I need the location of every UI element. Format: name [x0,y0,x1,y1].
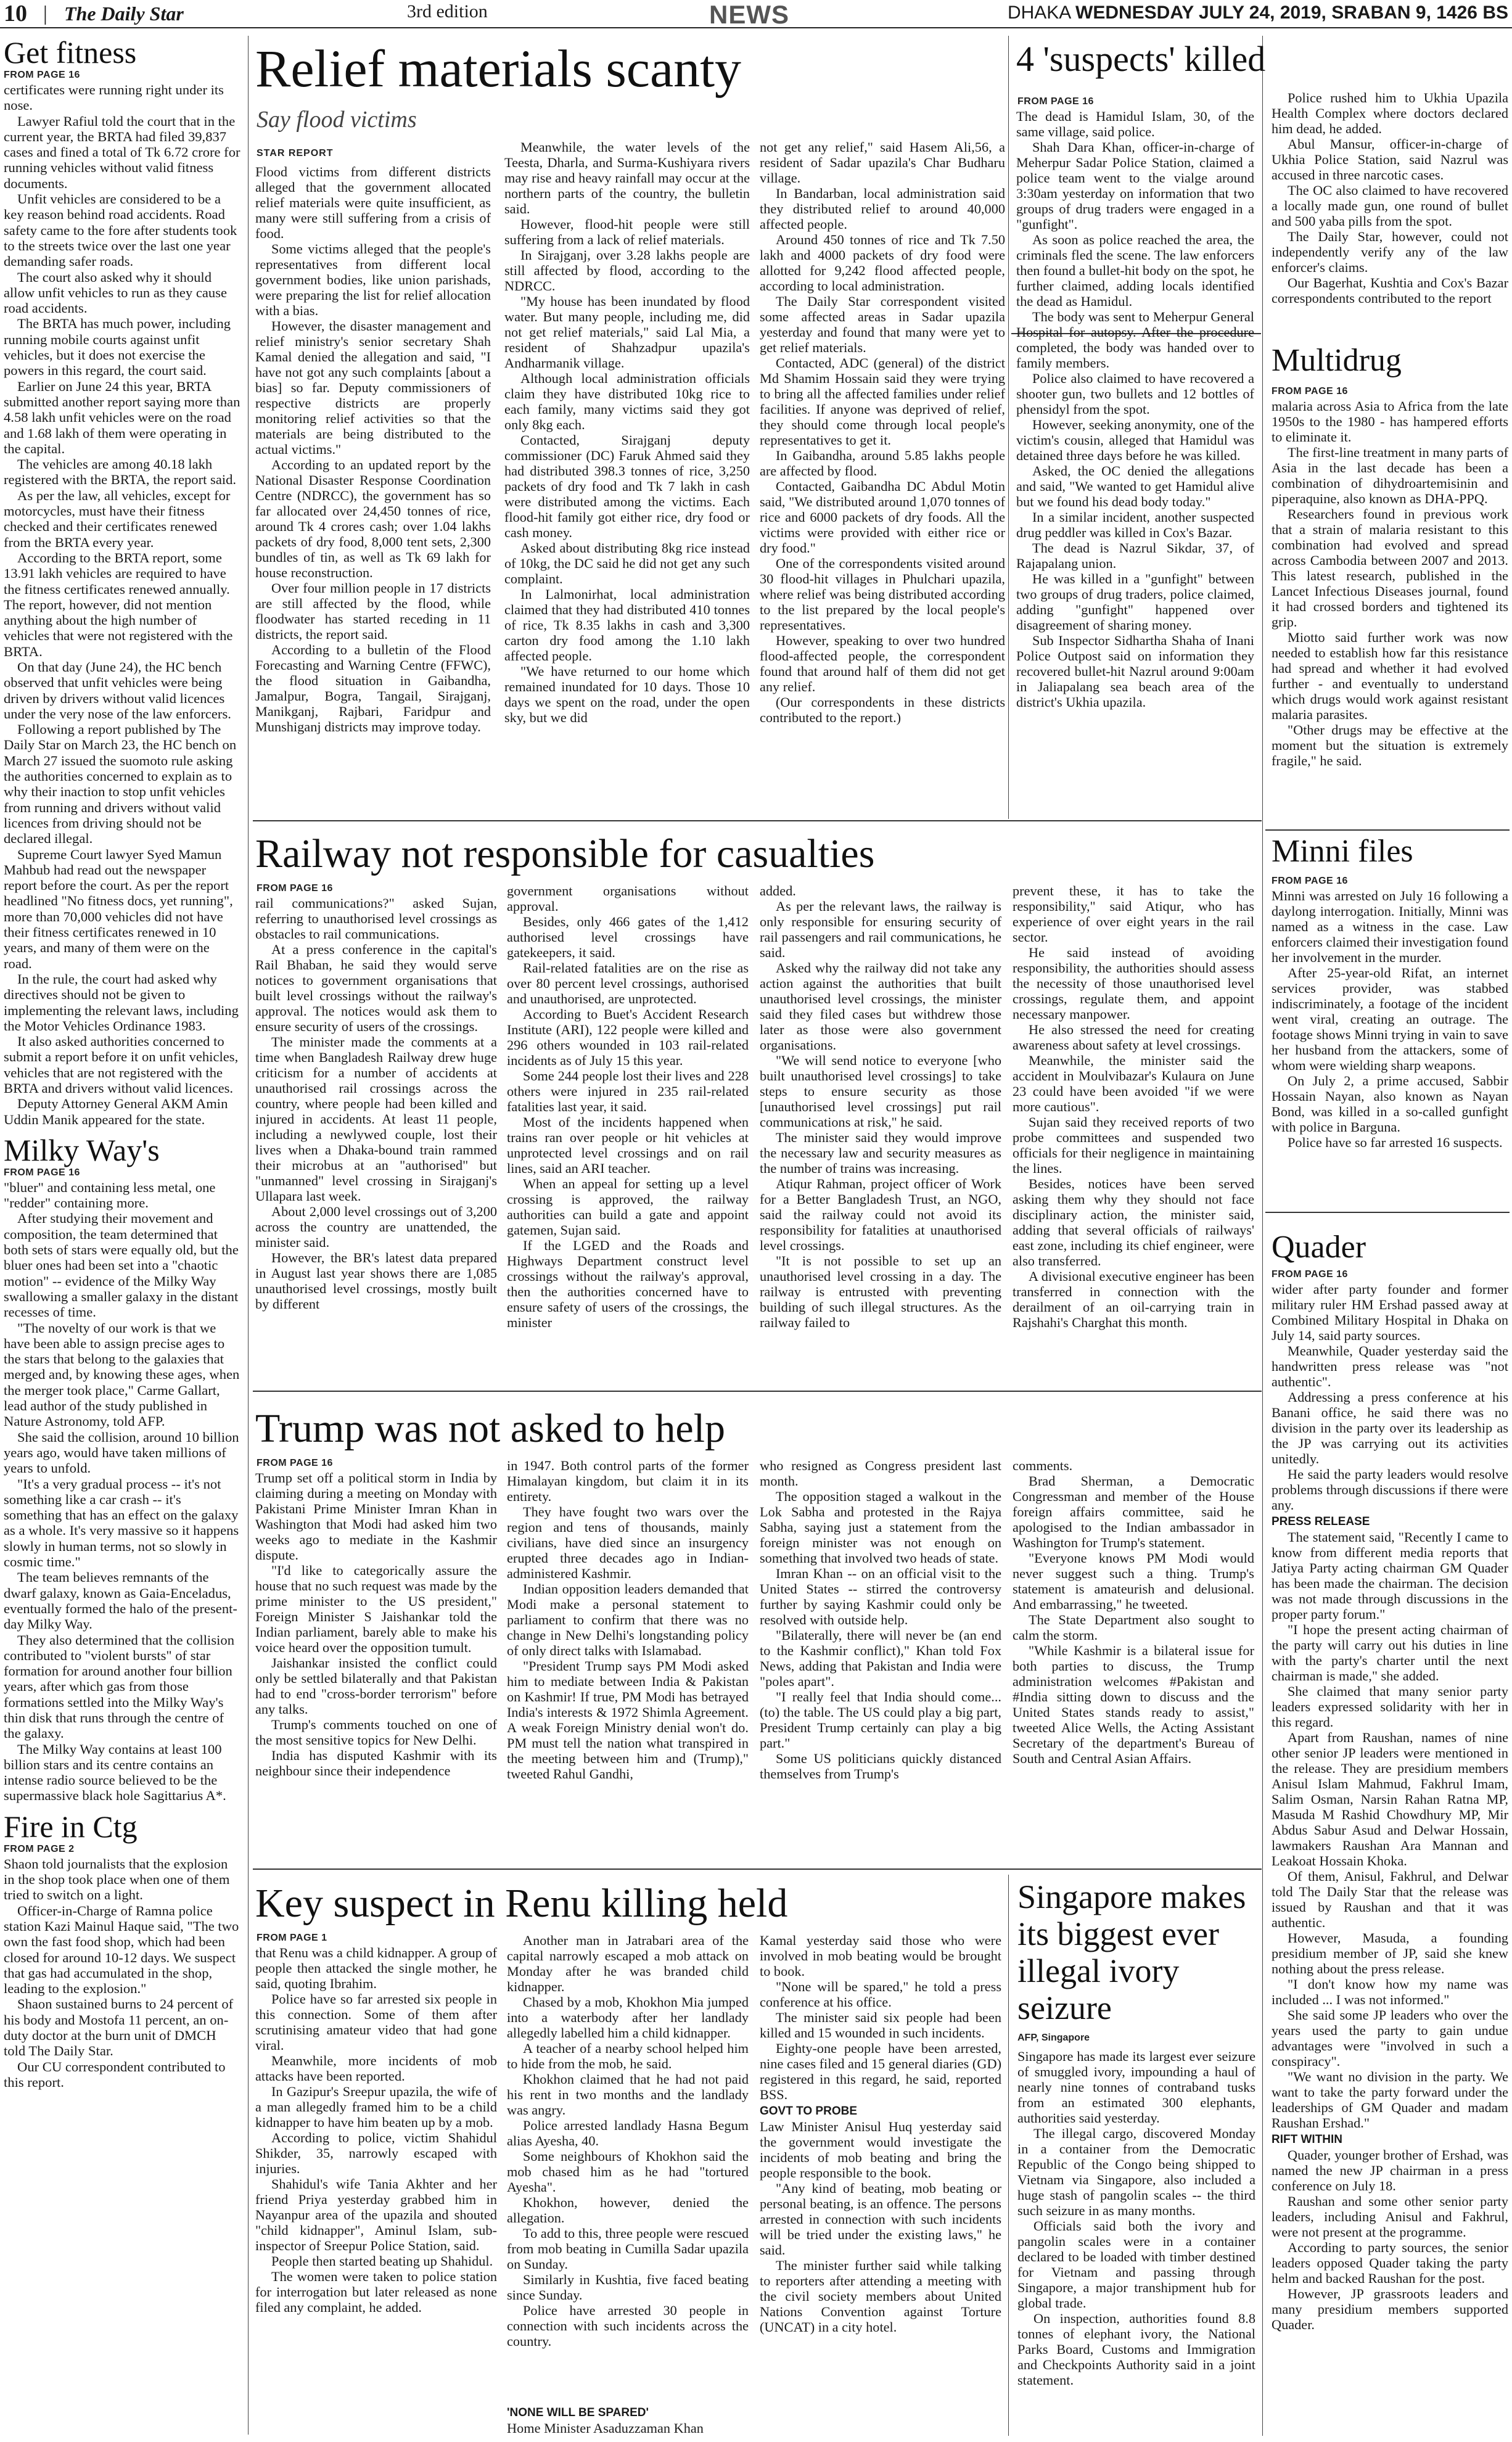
paragraph: The body was sent to Meherpur General Hospital for autopsy. After the procedure completed, the body was handed over to family members. [1016,309,1254,371]
paragraph: About 2,000 level crossings out of 3,200 across the country are unattended, the minister said. [255,1204,497,1250]
paragraph: "I hope the present acting chairman of the party will carry out his duties in line with the party's charter until the next chairman is made," she added. [1272,1622,1508,1684]
column-rule [248,36,249,2435]
paragraph: According to an updated report by the National Disaster Response Coordination Centre (NDRCC), the government has so far allocated over 24,450 tonnes of rice, around Tk 4 crores cash; over 1.04 lakhs packets of dry food, 8,000 tent sets, 2,300 bundles of tin, as well as Tk 69 lakh for house reconstruction. [255,457,491,580]
quader-paras-3 [1272,2147,1508,2332]
paragraph: Chased by a mob, Khokhon Mia jumped into a waterbody after her landlady allegedly labelled him a child kidnapper. [507,1994,749,2041]
paragraph: The Daily Star, however, could not independently verify any of the law enforcer's claims. [1272,229,1508,275]
masthead-logo: The Daily Star [64,2,184,25]
renu-col-3 [760,1933,1001,2436]
singapore-headline: Singapore makes its biggest ever illegal ivory seizure [1017,1878,1246,2026]
paragraph: Most of the incidents happened when trains ran over people or hit vehicles at unprotected level crossings and on rail lines, said an ARI teacher. [507,1114,749,1176]
paragraph: government organisations without approval. [507,883,749,914]
multidrug-body [1272,398,1508,824]
minni-body [1272,888,1508,1209]
paragraph: Imran Khan -- on an official visit to the United States -- stirred the controversy further by saying Kashmir could only be resolved with outside help. [760,1566,1001,1627]
suspects-headline: 4 'suspects' killed [1016,39,1266,79]
section-divider [253,1391,1262,1392]
paragraph: When an appeal for setting up a level crossing is approved, the railway authorities can build a gate and appoint gatemen, Sujan said. [507,1176,749,1238]
paragraph: Miotto said further work was now needed to establish how far this resistance had spread and whether it had evolved further - and eventually to understand which drugs would work against resistant malaria parasites. [1272,630,1508,722]
paragraph: "We will send notice to everyone [who built unauthorised level crossings] to take steps to ensure security as those [unauthorised level crossings] put rail communications at risk," he said. [760,1053,1001,1130]
paragraph: Sub Inspector Sidhartha Shaha of Inani Police Outpost said on information they recovered bullet-hit Nazrul around 9:00am in Jaliapalang sea beach area of the district's Ukhia upazila. [1016,633,1254,710]
section-divider [253,1868,1262,1870]
left-column [4,36,240,2435]
paragraph: Deputy Attorney General AKM Amin Uddin Manik appeared for the state. [4,1096,228,1127]
paragraph: prevent these, it has to take the responsibility," said Atiqur, who has experience of over eight years in the rail sector. [1013,883,1254,945]
paragraph: The minister made the comments at a time when Bangladesh Railway drew huge criticism for a number of accidents at unauthorised rail crossings across the country, where people had been killed and injured in accidents. At least 11 people, including a newlywed couple, lost their lives when a Dhaka-bound train rammed their microbus at an "authorised" but "unmanned" level crossing in Sirajganj's Ullapara last week. [255,1034,497,1204]
paragraph: Shahidul's wife Tania Akhter and her friend Priya yesterday grabbed him in Nayanpur area of the upazila and shouted "child kidnapper", Aminul Islam, sub-inspector of Sreepur Police Station, said. [255,2176,497,2253]
relief-byline: STAR REPORT [257,148,334,158]
paragraph: rail communications?" asked Sujan, referring to unauthorised level crossings as obstacles to rail communications. [255,895,497,942]
paragraph: who resigned as Congress president last month. [760,1458,1001,1489]
paragraph: Of them, Anisul, Fakhrul, and Delwar told The Daily Star that the release was issued by Raushan and that it was authentic. [1272,1868,1508,1930]
paragraph: Our CU correspondent contributed to this report. [4,2058,226,2090]
relief-headline: Relief materials scanty [255,39,742,98]
paragraph: Police also claimed to have recovered a shooter gun, two bullets and 12 bottles of phensidyl from the spot. [1016,371,1254,417]
paragraph: Khokhon claimed that he had not paid his rent in two months and the landlady was angry. [507,2071,749,2118]
paragraph: Asked, the OC denied the allegations and said, "We wanted to get Hamidul alive but we found his dead body today." [1016,463,1254,509]
railway-headline: Railway not responsible for casualties [255,831,875,876]
paragraph: Minni was arrested on July 16 following a daylong interrogation. Initially, Minni was named as a witness in the case. Law enforcers claimed their investigation found her involvement in the murder. [1272,888,1508,965]
paragraph: A divisional executive engineer has been transferred in connection with the derailment of an oil-carrying train in Rajshahi's Charghat this month. [1013,1268,1254,1330]
paragraph: Eighty-one people have been arrested, nine cases filed and 15 general diaries (GD) registered in this regard, he said, reported BSS. [760,2041,1001,2102]
section-divider [1265,1212,1510,1213]
paragraph: Researchers found in previous work that a strain of malaria resistant to this combination had evolved and spread across Cambodia between 2007 and 2013. This latest research, published in the Lancet Infectious Diseases journal, found it had crossed borders and tightened its grip. [1272,506,1508,630]
paragraph: He said the party leaders would resolve problems through discussions if there were any. [1272,1466,1508,1513]
paragraph: Trump's comments touched on one of the most sensitive topics for New Delhi. [255,1717,497,1748]
paragraph: In Sirajganj, over 3.28 lakhs people are still affected by flood, according to the NDRCC. [504,247,750,294]
paragraph: Law Minister Anisul Huq yesterday said the government would investigate the incidents of mob beating and bring the people responsible to the book. [760,2119,1001,2181]
paragraph: On July 2, a prime accused, Sabbir Hossain Nayan, also known as Nayan Bond, was killed in a so-called gunfight with police in Barguna. [1272,1073,1508,1135]
paragraph: Around 450 tonnes of rice and Tk 7.50 lakh and 4000 packets of dry food were allotted for 9,242 flood affected people, according to local administration. [760,232,1005,294]
paragraph: "Everyone knows PM Modi would never suggest such a thing. Trump's statement is amateurish and delusional. And embarrassing," he tweeted. [1013,1550,1254,1612]
paragraph: "We have returned to our home which remained inundated for 10 days. Those 10 days we spent on the road, under the open sky, but we did [504,664,750,725]
railway-col-1 [255,895,497,1386]
trump-jump: FROM PAGE 16 [257,1458,333,1468]
paragraph: On that day (June 24), the HC bench observed that unfit vehicles were being driven by drivers without valid licences under the very nose of the law enforcers. [4,659,231,722]
paragraph: The OC also claimed to have recovered a locally made gun, one round of bullet and 500 yaba pills from the spot. [1272,183,1508,229]
trump-col-2 [507,1458,749,1865]
paragraph: He said instead of avoiding responsibility, the authorities should assess the necessity of those unauthorised level crossings, regulate them, and appoint necessary manpower. [1013,945,1254,1022]
paragraph: Some 244 people lost their lives and 228 others were injured in 235 rail-related fatalities last year, it said. [507,1068,749,1114]
date-main: WEDNESDAY JULY 24, 2019, SRABAN 9, 1426 BS [1075,2,1508,23]
paragraph: The team believes remnants of the dwarf galaxy, known as Gaia-Enceladus, eventually formed the halo of the present-day Milky Way. [4,1569,237,1632]
paragraph: Police have so far arrested six people in this connection. Some of them after scrutinising amateur video that had gone viral. [255,1991,497,2053]
paragraph: According to the BRTA report, some 13.91 lakh vehicles are required to have the fitness certificates renewed annually. The report, however, did not mention anything about the high number of vehicles that were not registered with the BRTA. [4,549,233,659]
suspects-jump: FROM PAGE 16 [1017,96,1094,107]
paragraph: certificates were running right under its nose. [4,82,224,113]
paragraph: In Bandarban, local administration said they distributed relief to around 40,000 affected people. [760,186,1005,232]
get-fitness-body [4,82,240,1127]
paragraph: Atiqur Rahman, project officer of Work for a Better Bangladesh Trust, an NGO, said the railway could not avoid its responsibility for fatalities at unauthorised level crossings. [760,1176,1001,1253]
paragraph: Some victims alleged that the people's representatives from different local government bodies, like union parishads, were preparing the list for relief allocation with a bias. [255,241,491,318]
paragraph: However, seeking anonymity, one of the victim's cousin, alleged that Hamidul was detained three days before he was killed. [1016,417,1254,463]
paragraph: Unfit vehicles are considered to be a key reason behind road accidents. Road safety came to the fore after students took to the streets twice over the last one year demanding safer roads. [4,191,237,269]
paragraph: "None will be spared," he told a press conference at his office. [760,1979,1001,2010]
paragraph: Abul Mansur, officer-in-charge of Ukhia Police Station, said Nazrul was accused in three narcotic cases. [1272,136,1508,183]
milky-way-headline: Milky Way's [4,1132,160,1167]
paragraph: "While Kashmir is a bilateral issue for both parties to discuss, the Trump administration welcomes #Pakistan and #India sitting down to discuss and the United States stands ready to assist," tweeted Alice Wells, the Acting Assistant Secretary of the department's Bureau of South and Central Asian Affairs. [1013,1643,1254,1766]
paragraph: "It's a very gradual process -- it's not something like a car crash -- it's something that has an effect on the galaxy as a whole. It's very massive so it happens slowly in human terms, not so slowly in cosmic time." [4,1476,239,1570]
paragraph: She said some JP leaders who over the years used the party to gain undue advantages were "involved in such a conspiracy". [1272,2007,1508,2069]
paragraph: Some US politicians quickly distanced themselves from Trump's [760,1751,1001,1782]
paragraph: Kamal yesterday said those who were involved in mob beating would be brought to book. [760,1933,1001,1979]
paragraph: The illegal cargo, discovered Monday in a container from the Democratic Republic of the Congo being shipped to Vietnam via Singapore, also included a huge stash of pangolin scales -- the third such seizure in as many months. [1017,2126,1255,2218]
paragraph: The court also asked why it should allow unfit vehicles to run as they cause road accidents. [4,269,228,316]
paragraph: Police rushed him to Ukhia Upazila Health Complex where doctors declared him dead, he added. [1272,90,1508,136]
get-fitness-headline: Get fitness [4,36,137,70]
renu-col-2 [507,1933,749,2436]
paragraph: A teacher of a nearby school helped him to hide from the mob, he said. [507,2041,749,2071]
paragraph: Contacted, Gaibandha DC Abdul Motin said, "We distributed around 1,070 tonnes of rice and 6000 packets of dry foods. All the victims were provided with either rice or dry food." [760,479,1005,556]
paragraph: Officials said both the ivory and pangolin scales were in a container declared to be loaded with timber destined for Vietnam and passing through Singapore, a major transhipment hub for global trade. [1017,2218,1255,2311]
paragraph: "It is not possible to set up an unauthorised level crossing in a day. The railway is entrusted with preventing building of such illegal structures. As the railway failed to [760,1253,1001,1330]
paragraph: One of the correspondents visited around 30 flood-hit villages in Phulchari upazila, where relief was being distributed according to the list prepared by the local people's representatives. [760,556,1005,633]
paragraph: As per the law, all vehicles, except for motorcycles, must have their fitness checked and their certificates renewed from the BRTA every year. [4,487,231,550]
paragraph: Flood victims from different districts alleged that the government allocated relief materials were quite insufficient, as many were still suffering from a crisis of food. [255,164,491,241]
page-number: 10 [4,1,27,27]
multidrug-jump: FROM PAGE 16 [1272,386,1348,397]
paragraph: Meanwhile, Quader yesterday said the handwritten press release was "not authentic". [1272,1343,1508,1389]
paragraph: After studying their movement and composition, the team determined that both sets of stars were equally old, but the bluer ones had been set into a "chaotic motion" -- evidence of the Milky Way swallowing a smaller galaxy in the distant recesses of time. [4,1211,239,1320]
quader-subhead-rift: RIFT WITHIN [1272,2133,1343,2146]
paragraph: He was killed in a "gunfight" between two groups of drug traders, police claimed, adding "gunfight" happened over disagreement of sharing money. [1016,571,1254,633]
quader-subhead-press-release: PRESS RELEASE [1272,1515,1370,1528]
paragraph: Brad Sherman, a Democratic Congressman and member of the House foreign affairs committee, said he apologised to the Indian ambassador in Washington for Trump's statement. [1013,1473,1254,1550]
railway-col-4 [1013,883,1254,1386]
railway-jump: FROM PAGE 16 [257,883,333,894]
date-prefix: DHAKA [1007,2,1075,23]
fire-ctg-body [4,1856,240,2090]
paragraph: The vehicles are among 40.18 lakh registered with the BRTA, the report said. [4,456,237,488]
suspects-col-2 [1272,90,1508,331]
paragraph: The Daily Star correspondent visited some affected areas in Sadar upazila yesterday and found that many were yet to get relief materials. [760,294,1005,355]
paragraph: In the rule, the court had asked why directives should not be given to implementing the relevant laws, including the Motor Vehicles Ordinance 1983. [4,971,239,1034]
paragraph: Meanwhile, more incidents of mob attacks have been reported. [255,2053,497,2084]
paragraph: "I really feel that India should come... (to) the table. The US could play a big part, President Trump certainly can play a big part." [760,1689,1001,1751]
quader-headline: Quader [1272,1230,1366,1265]
paragraph: Besides, notices have been served asking them why they should not face disciplinary action, the minister said, adding that several officials of railways' east zone, including its chief engineer, were also transferred. [1013,1176,1254,1268]
paragraph: In Gaibandha, around 5.85 lakhs people are affected by flood. [760,448,1005,479]
singapore-byline: AFP, Singapore [1017,2033,1090,2043]
paragraph: Trump set off a political storm in India by claiming during a meeting on Monday with Pakistani Prime Minister Imran Khan in Washington that Modi had asked him two weeks ago to mediate in the Kashmir dispute. [255,1470,497,1563]
minni-jump: FROM PAGE 16 [1272,876,1348,886]
renu-col-1 [255,1945,497,2436]
quader-body [1272,1281,1508,2436]
paragraph: Another man in Jatrabari area of the capital narrowly escaped a mob attack on Monday after he was branded child kidnapper. [507,1933,749,1994]
quader-jump: FROM PAGE 16 [1272,1269,1348,1280]
paragraph: If the LGED and the Roads and Highways Department construct level crossings without the railway's approval, then the authorities concerned have to ensure safety of users of the crossings, the minister [507,1238,749,1330]
paragraph: Jaishankar insisted the conflict could only be settled bilaterally and that Pakistan had to end "cross-border terrorism" before any talks. [255,1655,497,1717]
paragraph: The BRTA has much power, including running mobile courts against unfit vehicles, but it does not exercise the powers in this regard, the court said. [4,316,231,379]
renu-subhead-spared: 'NONE WILL BE SPARED' [507,2406,649,2419]
paragraph: On inspection, authorities found 8.8 tonnes of elephant ivory, the National Parks Board, Customs and Immigration and Checkpoints Authority said in a joint statement. [1017,2311,1255,2388]
paragraph: After 25-year-old Rifat, an internet services provider, was stabbed indiscriminately, a footage of the incident went viral, creating an outrage. The footage shows Minni trying in vain to save her husband from the attackers, some of whom were wielding sharp weapons. [1272,965,1508,1073]
relief-col-3 [760,139,1005,818]
trump-headline: Trump was not asked to help [255,1406,726,1451]
relief-deck: Say flood victims [257,107,417,133]
renu-subhead-probe: GOVT TO PROBE [760,2105,858,2118]
paragraph: "President Trump says PM Modi asked him to mediate between India & Pakistan on Kashmir! If true, PM Modi has betrayed India's interests & 1972 Shimla Agreement. A weak Foreign Ministry denial won't do. PM must tell the nation what transpired in the meeting between him and (Trump)," tweeted Rahul Gandhi, [507,1658,749,1782]
section-divider [253,820,1262,821]
paragraph: However, Masuda, a founding presidium member of JP, said she knew nothing about the press release. [1272,1930,1508,1976]
paragraph: added. [760,883,796,898]
paragraph: Indian opposition leaders demanded that Modi make a personal statement to parliament to confirm that there was no change in New Delhi's longstanding policy of only direct talks with Islamabad. [507,1581,749,1658]
paragraph: Rail-related fatalities are on the rise as over 80 percent level crossings, authorised and unauthorised, are unprotected. [507,960,749,1006]
paragraph: Similarly in Kushtia, five faced beating since Sunday. [507,2272,749,2303]
renu-col-3-paras-b [760,2119,1001,2335]
paragraph: The minister said six people had been killed and 15 wounded in such incidents. [760,2010,1001,2041]
paragraph: Some neighbours of Khokhon said the mob chased him as he had "tortured Ayesha". [507,2148,749,2195]
paragraph: In Gazipur's Sreepur upazila, the wife of a man allegedly framed him to be a child kidnapper to have him beaten up by a mob. [255,2084,497,2130]
paragraph: Besides, only 466 gates of the 1,412 authorised level crossings have gatekeepers, it said. [507,914,749,960]
paragraph: "My house has been inundated by flood water. But many people, including me, did not get relief materials," said Lal Mia, a resident of Shahzadpur upazila's Andharmanik village. [504,294,750,371]
paragraph: Shaon told journalists that the explosion in the shop took place when one of them tried to switch on a light. [4,1856,230,1903]
paragraph: As per the relevant laws, the railway is only responsible for ensuring security of rail passengers and rail communications, he said. [760,898,1001,960]
paragraph: In a similar incident, another suspected drug peddler was killed in Cox's Bazar. [1016,509,1254,540]
paragraph: Our Bagerhat, Kushtia and Cox's Bazar correspondents contributed to the report [1272,275,1508,306]
paragraph: According to police, victim Shahidul Shikder, 35, narrowly escaped with injuries. [255,2130,497,2176]
paragraph: "We want no division in the party. We want to take the party forward under the leaderships of GM Quader and madam Raushan Ershad." [1272,2069,1508,2131]
paragraph: Singapore has made its largest ever seizure of smuggled ivory, impounding a haul of nearly nine tonnes of contraband tusks from an estimated 300 elephants, authorities said yesterday. [1017,2049,1255,2126]
paragraph: As soon as police reached the area, the criminals fled the scene. The law enforcers then found a bullet-hit body on the spot, he further claimed, adding locals identified the dead as Hamidul. [1016,232,1254,309]
paragraph: Asked why the railway did not take any action against the authorities that built unauthorised level crossings, the minister said they filed cases but withdrew those later as those were also government organisations. [760,960,1001,1053]
paragraph: Quader, younger brother of Ershad, was named the new JP chairman in a press conference on July 18. [1272,2147,1508,2193]
column-rule [1262,36,1263,831]
paragraph: "I'd like to categorically assure the house that no such request was made by the prime minister to the US president," Foreign Minister S Jaishankar told the Indian parliament, barely able to make his voice heard over the opposition tumult. [255,1563,497,1655]
paragraph: In Lalmonirhat, local administration claimed that they had distributed 410 tonnes of rice, Tk 8.35 lakhs in cash and 3,300 carton dry food among the 1.10 lakh affected people. [504,586,750,664]
minni-headline: Minni files [1272,834,1413,869]
paragraph: malaria across Asia to Africa from the late 1950s to the 1980 - has hampered efforts to eliminate it. [1272,398,1508,445]
section-label: NEWS [709,0,789,29]
paragraph: Addressing a press conference at his Banani office, he said there was no division in the party over its leadership as the JP was carrying out its activities unitedly. [1272,1389,1508,1466]
header-separator: | [43,2,47,25]
paragraph: The opposition staged a walkout in the Lok Sabha and protested in the Rajya Sabha, saying just a statement from the foreign minister was not enough on something that involved two heads of state. [760,1489,1001,1566]
paragraph: Police arrested landlady Hasna Begum alias Ayesha, 40. [507,2118,749,2148]
fire-ctg-headline: Fire in Ctg [4,1809,138,1844]
paragraph: Police have arrested 30 people in connection with such incidents across the country. [507,2303,749,2349]
milky-way-body [4,1180,240,1804]
paragraph: She claimed that many senior party leaders expressed solidarity with her in this regard. [1272,1684,1508,1730]
singapore-body [1017,2049,1255,2436]
multidrug-headline: Multidrug [1272,343,1402,378]
paragraph: They have fought two wars over the region and tens of thousands, mainly civilians, have died since an insurgency erupted three decades ago in Indian-administered Kashmir. [507,1504,749,1581]
column-rule [1008,1875,1009,2436]
paragraph: According to party sources, the senior leaders opposed Quader taking the party helm and backed Raushan for the post. [1272,2240,1508,2286]
paragraph: Sujan said they received reports of two probe committees and suspended two officials for their negligence in maintaining the lines. [1013,1114,1254,1176]
paragraph: Over four million people in 17 districts are still affected by the flood, while floodwater has started receding in 11 districts, the report said. [255,580,491,642]
railway-col-2 [507,883,749,1386]
paragraph: (Our correspondents in these districts contributed to the report.) [760,694,1005,725]
paragraph: Shaon sustained burns to 24 percent of his body and Mostofa 11 percent, an on-duty doctor at the burn unit of DMCH told The Daily Star. [4,1996,234,2059]
paragraph: Contacted, ADC (general) of the district Md Shamim Hossain said they were trying to bring all the affected families under relief facilities. If anyone was deprived of relief, they should come through local people's representatives to get it. [760,355,1005,448]
paragraph: However, flood-hit people were still suffering from a lack of relief materials. [504,216,750,247]
paragraph: Although local administration officials claim they have distributed 10kg rice to each family, many victims said they got only 8kg each. [504,371,750,432]
relief-col-2 [504,139,750,818]
column-rule [1008,36,1009,819]
paragraph: "Other drugs may be effective at the moment but the situation is extremely fragile," he said. [1272,722,1508,768]
paragraph: Asked about distributing 8kg rice instead of 10kg, the DC said he did not get any such complaint. [504,540,750,586]
renu-col-3-paras [760,1933,1001,2102]
paragraph: Meanwhile, the water levels of the Teesta, Dharla, and Surma-Kushiyara rivers may rise and heavy rainfall may occur at the northern parts of the country, the bulletin said. [504,139,750,216]
paragraph: India has disputed Kashmir with its neighbour since their independence [255,1748,497,1778]
paragraph: that Renu was a child kidnapper. A group of people then attacked the single mother, he said, quoting Ibrahim. [255,1945,497,1991]
renu-subhead-lead: Home Minister Asaduzzaman Khan [507,2420,704,2436]
paragraph: The statement said, "Recently I came to know from different media reports that Jatiya Party acting chairman GM Quader has been made the chairman. The decision was not made through discussions in the proper party forum." [1272,1529,1508,1622]
paragraph: "bluer" and containing less metal, one "redder" containing more. [4,1179,216,1211]
paragraph: "Bilaterally, there will never be (an end to the Kashmir conflict)," Khan told Fox News, adding that Pakistan and India were "poles apart". [760,1627,1001,1689]
paragraph: "I don't know how my name was included ... I was not informed." [1272,1976,1508,2007]
column-rule [1262,826,1263,2436]
paragraph: The minister said they would improve the necessary law and security measures as the number of trains was increasing. [760,1130,1001,1176]
paragraph: in 1947. Both control parts of the former Himalayan kingdom, but claim it in its entirety. [507,1458,749,1504]
section-divider [1265,829,1510,831]
paragraph: According to a bulletin of the Flood Forecasting and Warning Centre (FFWC), the flood situation in Gaibandha, Jamalpur, Bogra, Tangail, Sirajganj, Manikganj, Rajbari, Faridpur and Munshiganj districts may improve today. [255,642,491,734]
paragraph: The dead is Nazrul Sikdar, 37, of Rajapalang union. [1016,540,1254,571]
page-header [0,0,1512,28]
paragraph: However, the disaster management and relief ministry's senior secretary Shah Kamal denied the allegation and said, "I have not got any such complaints [about a bias] so far. Deputy commissioners of respective districts are properly monitoring relief activities so that the materials are being distributed to the actual victims." [255,318,491,457]
paragraph: Khokhon, however, denied the allegation. [507,2195,749,2226]
paragraph: However, speaking to over two hundred flood-affected people, the correspondent found that around half of them did not get any relief. [760,633,1005,694]
paragraph: not get any relief," said Hasem Ali,56, a resident of Sadar upazila's Char Budharu village. [760,139,1005,186]
renu-jump: FROM PAGE 1 [257,1933,327,1943]
paragraph: The women were taken to police station for interrogation but later released as none filed any complaint, he added. [255,2269,497,2315]
railway-col-3 [760,883,1001,1386]
trump-col-1 [255,1470,497,1865]
paragraph: Following a report published by The Daily Star on March 23, the HC bench on March 27 issued the suomoto rule asking the authorities concerned to explain as to why their inaction to stop unfit vehicles from running and drivers without valid licences from driving should not be declared illegal. [4,722,237,847]
paragraph: Officer-in-Charge of Ramna police station Kazi Mainul Haque said, "The two own the fast food shop, which had been closed for around 10-12 days. We suspect that gas had accumulated in the shop, leading to the explosion." [4,1902,239,1997]
paragraph: At a press conference in the capital's Rail Bhaban, he said they would serve notices to government organisations that built level crossings without the railway's approval. The notices would ask them to ensure security of users of the crossings. [255,942,497,1034]
paragraph: She said the collision, around 10 billion years ago, would have taken millions of years to unfold. [4,1429,239,1476]
paragraph: "Any kind of beating, mob beating or personal beating, is an offence. The persons arrested in connection with such incidents will be tried under the existing laws," he said. [760,2181,1001,2258]
date-line [1008,2,1508,23]
paragraph: However, JP grassroots leaders and many presidium members supported Quader. [1272,2286,1508,2332]
relief-col-1 [255,164,491,818]
paragraph: wider after party founder and former military ruler HM Ershad passed away at Combined Military Hospital in Dhaka on July 14, said party sources. [1272,1281,1508,1343]
trump-col-3 [760,1458,1001,1865]
paragraph: The Milky Way contains at least 100 billion stars and its centre contains an intense radio source believed to be the supermassive black hole Sagittarius A*. [4,1741,226,1804]
paragraph: Lawyer Rafiul told the court that in the current year, the BRTA had filed 39,837 cases and fined a total of Tk 6.72 crore for running vehicles without valid fitness documents. [4,113,240,191]
fire-ctg-jump: FROM PAGE 2 [4,1843,75,1854]
paragraph: People then started beating up Shahidul. [271,2253,493,2269]
paragraph: Contacted, Sirajganj deputy commissioner (DC) Faruk Ahmed said they had distributed 398.3 tonnes of rice, 3,250 packets of dry food and Tk 7 lakh in cash were distributed among the victims. Each flood-hit family got either rice, dry food or cash money. [504,432,750,540]
quader-paras-2 [1272,1529,1508,2131]
quader-paras-1 [1272,1281,1508,1513]
paragraph: Supreme Court lawyer Syed Mamun Mahbub had read out the newspaper report before the court. As per the report headlined "No fitness docs, yet running", more than 70,000 vehicles did not have their fitness certificates renewed in 10 years, and many of them were on the road. [4,846,233,971]
paragraph: "The novelty of our work is that we have been able to assign precise ages to the stars that belong to the galaxies that merged and, by knowing these ages, when the merger took place," Carme Gallart, lead author of the study published in Nature Astronomy, told AFP. [4,1320,240,1429]
get-fitness-jump: FROM PAGE 16 [4,70,80,80]
paragraph: Raushan and some other senior party leaders, including Anisul and Fakhrul, were not present at the programme. [1272,2193,1508,2240]
trump-col-4 [1013,1458,1254,1865]
paragraph: Meanwhile, the minister said the accident in Moulvibazar's Kulaura on June 23 could have been avoided "if we were more cautious". [1013,1053,1254,1114]
paragraph: According to Buet's Accident Research Institute (ARI), 122 people were killed and 296 others wounded in 103 rail-related incidents as of July 15 this year. [507,1006,749,1068]
paragraph: Earlier on June 24 this year, BRTA submitted another report saying more than 4.58 lakh unfit vehicles were on the road and 1.68 lakh of them were operating in the capital. [4,378,240,456]
paragraph: The first-line treatment in many parts of Asia in the last decade has been a combination of dihydroartemisinin and piperaquine, also known as DHA-PPQ. [1272,445,1508,506]
paragraph: Police have so far arrested 16 suspects. [1288,1135,1503,1150]
paragraph: comments. [1013,1458,1073,1473]
edition-label: 3rd edition [407,1,488,22]
paragraph: It also asked authorities concerned to submit a report before it on unfit vehicles, vehicles that are not registered with the BRTA and drivers without valid licences. [4,1034,239,1096]
milky-way-jump: FROM PAGE 16 [4,1167,80,1178]
suspects-col-1 [1016,109,1254,818]
paragraph: He also stressed the need for creating awareness about safety at level crossings. [1013,1022,1254,1053]
paragraph: The minister further said while talking to reporters after attending a meeting with the civil society members about United Nations Convention against Torture (UNCAT) in a city hotel. [760,2258,1001,2335]
paragraph: Apart from Raushan, names of nine other senior JP leaders were mentioned in the release. They are presidium members Anisul Islam Mahmud, Fakhrul Imam, Salim Osman, Narsin Rahan Ratna MP, Masuda M Rashid Chowdhury MP, Mir Abdus Sabur Asud and Delwar Hossain, lawmakers Raushan Ara Mannan and Leakoat Hossain Khoka. [1272,1730,1508,1868]
paragraph: The dead is Hamidul Islam, 30, of the same village, said police. [1016,109,1254,139]
paragraph: However, the BR's latest data prepared in August last year shows there are 1,085 unauthorised level crossings, mostly built by different [255,1250,497,1312]
paragraph: Shah Dara Khan, officer-in-charge of Meherpur Sadar Police Station, claimed a police team went to the vialge around 3:30am yesterday on information that two groups of drug traders were engaged in a "gunfight". [1016,139,1254,232]
renu-headline: Key suspect in Renu killing held [255,1881,788,1926]
renu-col-2-tail [507,2405,749,2436]
paragraph: They also determined that the collision contributed to "violent bursts" of star formation for around another four billion years, after which gas from those formations settled into the Milky Way's thin disk that runs through the centre of the galaxy. [4,1632,234,1741]
paragraph: To add to this, three people were rescued from mob beating in Cumilla Sadar upazila on Sunday. [507,2226,749,2272]
paragraph: The State Department also sought to calm the storm. [1013,1612,1254,1643]
